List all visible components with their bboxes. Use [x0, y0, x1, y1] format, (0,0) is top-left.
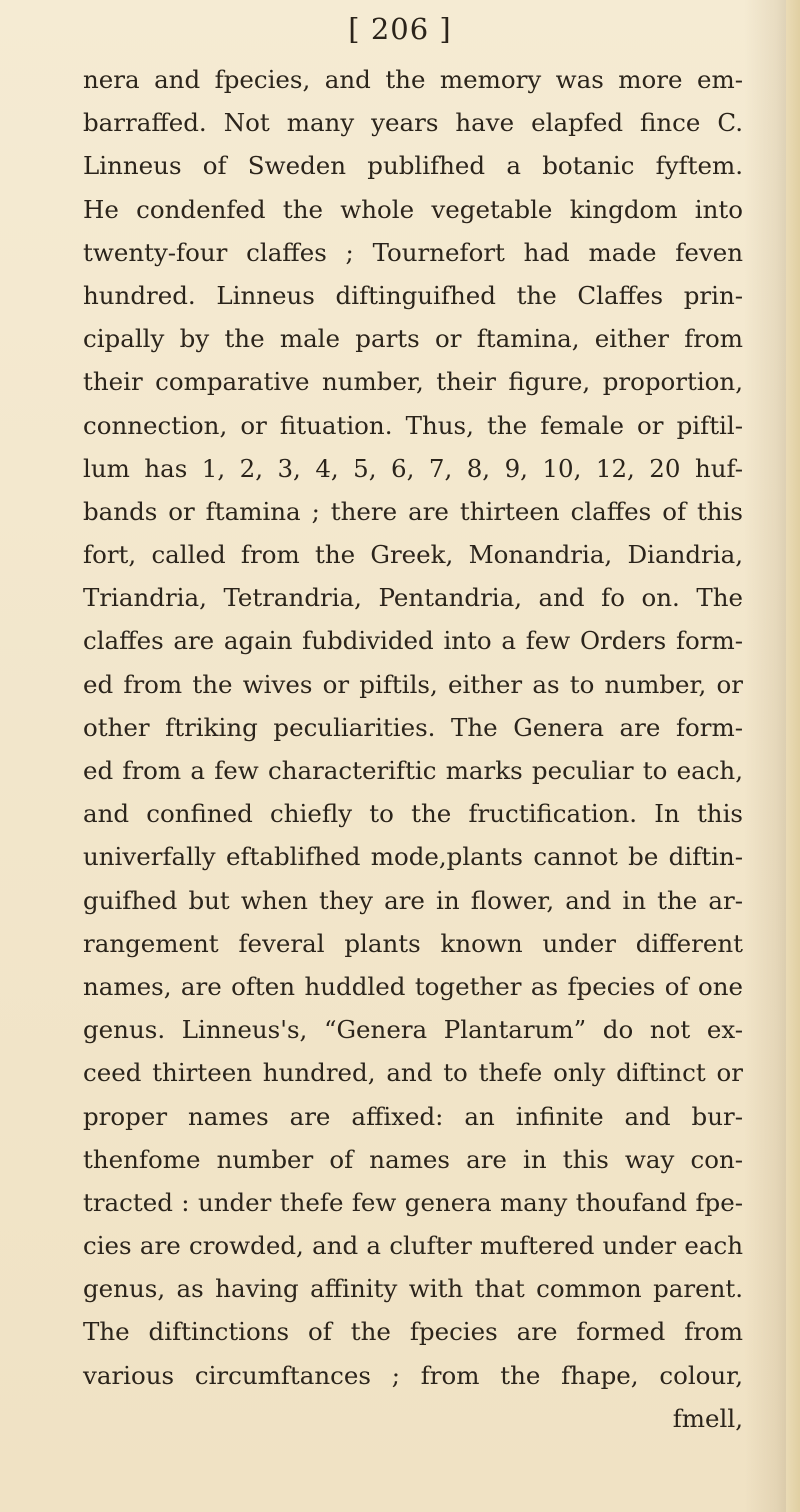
text-line: cies are crowded, and a clufter muftered under each — [83, 1231, 743, 1261]
text-line: bands or ftamina ; there are thirteen claffes of this — [83, 496, 743, 526]
text-line: genus. Linneus's, “Genera Plantarum” do not ex- — [83, 1015, 743, 1045]
text-line: guifhed but when they are in flower, and in the ar- — [83, 885, 743, 915]
text-line: and confined chiefly to the fructification. In this — [83, 799, 743, 829]
text-line: He condenfed the whole vegetable kingdom into — [83, 194, 743, 224]
text-line: rangement feveral plants known under different — [83, 928, 743, 958]
text-line: twenty-four claffes ; Tournefort had made feven — [83, 237, 743, 267]
text-line: hundred. Linneus diftinguifhed the Claffes prin- — [83, 280, 743, 310]
text-line: fort, called from the Greek, Monandria, Diandria, — [83, 540, 743, 570]
text-line: other ftriking peculiarities. The Genera are form- — [83, 712, 743, 742]
text-line: claffes are again fubdivided into a few Orders form- — [83, 626, 743, 656]
body-text — [83, 58, 743, 1440]
text-line: univerfally eftablifhed mode,plants cannot be diftin- — [83, 842, 743, 872]
text-line: The diftinctions of the fpecies are formed from — [83, 1317, 743, 1347]
page-number: [ 206 ] — [348, 12, 452, 46]
text-line: tracted : under thefe few genera many thoufand fpe- — [83, 1187, 743, 1217]
text-line: Linneus of Sweden publifhed a botanic fyftem. — [83, 151, 743, 181]
page-edge — [786, 0, 800, 1512]
text-line: thenfome number of names are in this way con- — [83, 1144, 743, 1174]
text-line: their comparative number, their figure, proportion, — [83, 367, 743, 397]
text-line: various circumftances ; from the fhape, colour, — [83, 1360, 743, 1390]
text-line: genus, as having affinity with that common parent. — [83, 1274, 743, 1304]
text-line: nera and fpecies, and the memory was more em- — [83, 65, 743, 94]
catchword: fmell, — [672, 1403, 743, 1433]
text-line: Triandria, Tetrandria, Pentandria, and fo on. The — [83, 583, 743, 613]
text-line: proper names are affixed: an infinite and bur- — [83, 1101, 743, 1131]
text-line: cipally by the male parts or ftamina, either from — [83, 324, 743, 354]
text-line: ceed thirteen hundred, and to thefe only diftinct or — [83, 1058, 743, 1088]
text-line: barraffed. Not many years have elapfed fince C. — [83, 108, 743, 138]
text-line: names, are often huddled together as fpecies of one — [83, 971, 743, 1001]
text-line: lum has 1, 2, 3, 4, 5, 6, 7, 8, 9, 10, 12, 20 huf- — [83, 453, 743, 483]
text-line: connection, or fituation. Thus, the female or piftil- — [83, 410, 743, 440]
text-line: ed from the wives or piftils, either as to number, or — [83, 669, 743, 699]
text-line: ed from a few characteriftic marks peculiar to each, — [83, 756, 743, 785]
